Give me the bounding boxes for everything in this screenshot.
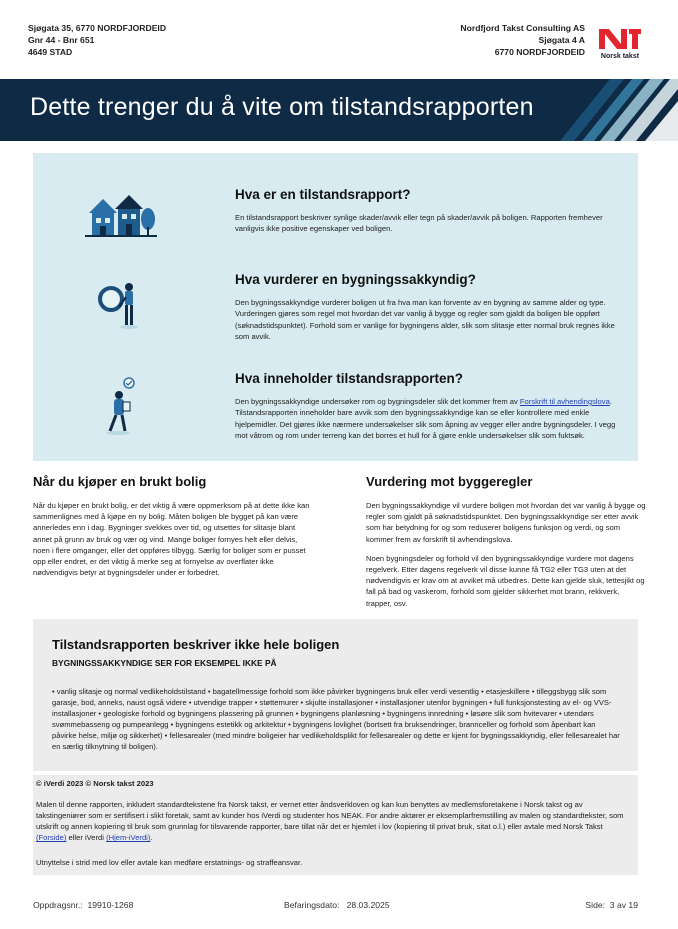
column-text: Noen bygningsdeler og forhold vil den bygningssakkyndige vurdere mot dagens regelverk. Etter dagens regelverk vil disse kunne få TG2 eller TG3 uten at det nødvendigvis er krav om at avviket må utbedres. Dette kan gjelde sluk, tettesjikt og fall på bad og vaskerom, forhold som gjelder sikkerhet mot brann, rekkverk, trapper, osv. bbox=[366, 553, 645, 608]
text-after-link: . Tilstandsrapporten inneholder bare avvik som den bygningssakkyndige kan se eller kontrollere med enkle hjelpemidler. Det gjøres ikke nærmere undersøkelser slik som åpning av vegger eller andre bygningsdeler. I vegg mot våtrom og rom under terreng kan det borres et hull for å gjøre enkle undersøkelser slik som fuktsøk. bbox=[235, 397, 616, 440]
property-address bbox=[28, 22, 166, 58]
text-before-link: Den bygningssakkyndige undersøker rom og bygningsdeler slik det kommer frem av bbox=[235, 397, 520, 406]
section-heading: Hva er en tilstandsrapport? bbox=[235, 187, 411, 202]
section-text: Den bygningssakkyndige vurderer boligen ut fra hva man kan forvente av en bygning av samme alder og type. Vurderingen gjøres som regel mot hvordan det var vanlig å bygge og regler som gjaldt da boligen ble oppført (søknadstidspunktet). Forhold som er vanlige for bygningens alder, slik som slitasje etter normal bruk regnes ikke som avvik. bbox=[235, 298, 615, 341]
forside-link[interactable]: (Forside) bbox=[36, 833, 67, 843]
footer-befaring bbox=[284, 900, 390, 910]
norsk-takst-logo bbox=[596, 26, 644, 66]
company-name: Nordfjord Takst Consulting AS bbox=[460, 23, 585, 33]
column-heading: Vurdering mot byggeregler bbox=[366, 474, 533, 489]
legal-text bbox=[36, 799, 634, 843]
section-heading: Hva vurderer en bygningssakkyndig? bbox=[235, 272, 476, 287]
title-banner bbox=[0, 79, 678, 141]
section-what-is bbox=[235, 187, 620, 235]
page-value: 3 av 19 bbox=[609, 900, 638, 910]
buying-used-column bbox=[33, 474, 313, 586]
column-text: Når du kjøper en brukt bolig, er det viktig å være oppmerksom på at dette ikke kan sammenlignes med å kjøpe en ny bolig. Måten boligen ble bygget på kan være annerledes enn i dag. Bygninger svekkes over tid, og utsettes for slitasje blant annet på grunn av bruk og vær og vind. Mange boliger fornyes helt eller delvis, noen i flere omganger, eller det oppføres tilbygg. Særlig for boliger som er pusset opp eller endret, er det viktig å merke seg at fornyelse av overflater ikke nødvendigvis betyr at bygningsdeler under er forbedret. bbox=[33, 501, 310, 578]
oppdrag-value: 19910-1268 bbox=[87, 900, 134, 910]
logo-text: Norsk takst bbox=[600, 53, 640, 60]
company-address bbox=[460, 22, 585, 58]
municipality: 4649 STAD bbox=[28, 47, 73, 57]
report-person-icon bbox=[97, 377, 145, 437]
befaring-label: Befaringsdato: bbox=[284, 900, 340, 910]
info-box bbox=[33, 153, 638, 461]
section-heading: Hva inneholder tilstandsrapporten? bbox=[235, 371, 464, 386]
houses-icon bbox=[85, 189, 157, 245]
column-heading: Når du kjøper en brukt bolig bbox=[33, 474, 207, 489]
page-title: Dette trenger du å vite om tilstandsrapporten bbox=[30, 93, 534, 121]
oppdrag-label: Oppdragsnr.: bbox=[33, 900, 83, 910]
column-text: Den bygningssakkyndige vil vurdere boligen mot hvordan det var vanlig å bygge og regler som gjaldt på søknadstidspunktet. Den bygningssakkyndige ser etter avvik som har betydning for og som reduserer boligens funksjon og verdi, og som kommer frem av forskrift til avhendingslova. bbox=[366, 501, 646, 544]
not-included-heading: Tilstandsrapporten beskriver ikke hele boligen bbox=[52, 637, 340, 652]
footer-oppdrag bbox=[33, 900, 133, 910]
section-text bbox=[235, 396, 620, 441]
company-postal: 6770 NORDFJORDEID bbox=[494, 47, 585, 57]
page-label: Side: bbox=[585, 900, 606, 910]
legal-warning: Utnyttelse i strid med lov eller avtale kan medføre erstatnings- og straffeansvar. bbox=[36, 858, 303, 867]
company-street: Sjøgata 4 A bbox=[538, 35, 585, 45]
gnr-bnr: Gnr 44 - Bnr 651 bbox=[28, 35, 95, 45]
section-what-assessed bbox=[235, 272, 620, 342]
copyright-line: © iVerdi 2023 © Norsk takst 2023 bbox=[36, 779, 154, 788]
address-line: Sjøgata 35, 6770 NORDFJORDEID bbox=[28, 23, 167, 33]
norsk-takst-logo-icon bbox=[596, 26, 644, 52]
not-included-list: • vanlig slitasje og normal vedlikeholdstilstand • bagatellmessige forhold som ikke påvirker bygningens bruk eller verdi vesentlig • etasjeskillere • tilleggsbygg slik som garasje, bod, anneks, naust også videre • utvendige trapper • støttemurer • skjulte installasjoner • installasjoner utenfor bygningen • full funksjonstesting av el- og VVS-installasjoner • geologiske forhold og bygningens plassering på grunnen • bygningens planløsning • bygningens innredning • løsøre slik som hvitevarer • utendørs svømmebasseng og pumpeanlegg • bygningens estetikk og arkitektur • bygningens lovlighet (bortsett fra bruksendringer, brannceller og forhold som åpenbart kan påvirke helse, miljø og sikkerhet) • fellesarealer (med mindre boligeier har vedlikeholdsplikt for fellesarealer og dette er kjent for bygningssakkyndig, eller fellesarealet har en særlig tilknytning til boligen). bbox=[52, 687, 620, 752]
forskrift-link[interactable]: Forskrift til avhendingslova bbox=[519, 397, 610, 406]
legal-before: Malen til denne rapporten, inkludert standardtekstene fra Norsk takst, er vernet etter åndsverkloven og kan kun benyttes av medlemsforetakene i Norsk takst og av takstingeniører som er sertifisert i slikt foretak, samt av kunder hos iVerdi og studenter hos NEAK. For andre aktører er eksemplarfremstilling av malen og standardtekster, som utskrift og annen kopiering til bruk som grunnlag for tilsvarende rapporter, bare tillat når det er hjemlet i lov (kopiering til privat bruk, sitat o.l.) eller avtale med Norsk Takst bbox=[36, 800, 624, 832]
befaring-value: 28.03.2025 bbox=[346, 900, 390, 910]
not-included-box bbox=[33, 619, 638, 771]
not-included-subheading: BYGNINGSSAKKYNDIGE SER FOR EKSEMPEL IKKE PÅ bbox=[52, 658, 277, 668]
section-text: En tilstandsrapport beskriver synlige skader/avvik eller tegn på skader/avvik på boligen. Rapporten fremhever vanligvis ikke positive egenskaper ved boligen. bbox=[235, 213, 603, 234]
section-contents bbox=[235, 371, 620, 441]
magnifier-person-icon bbox=[93, 279, 147, 331]
copyright-box bbox=[33, 775, 638, 875]
building-regulations-column bbox=[366, 474, 646, 617]
legal-mid: eller iVerdi bbox=[66, 833, 107, 843]
legal-end: . bbox=[150, 833, 153, 843]
hjem-iverdi-link[interactable]: (Hjem-iVerdi) bbox=[106, 833, 151, 843]
footer-page bbox=[585, 900, 638, 910]
